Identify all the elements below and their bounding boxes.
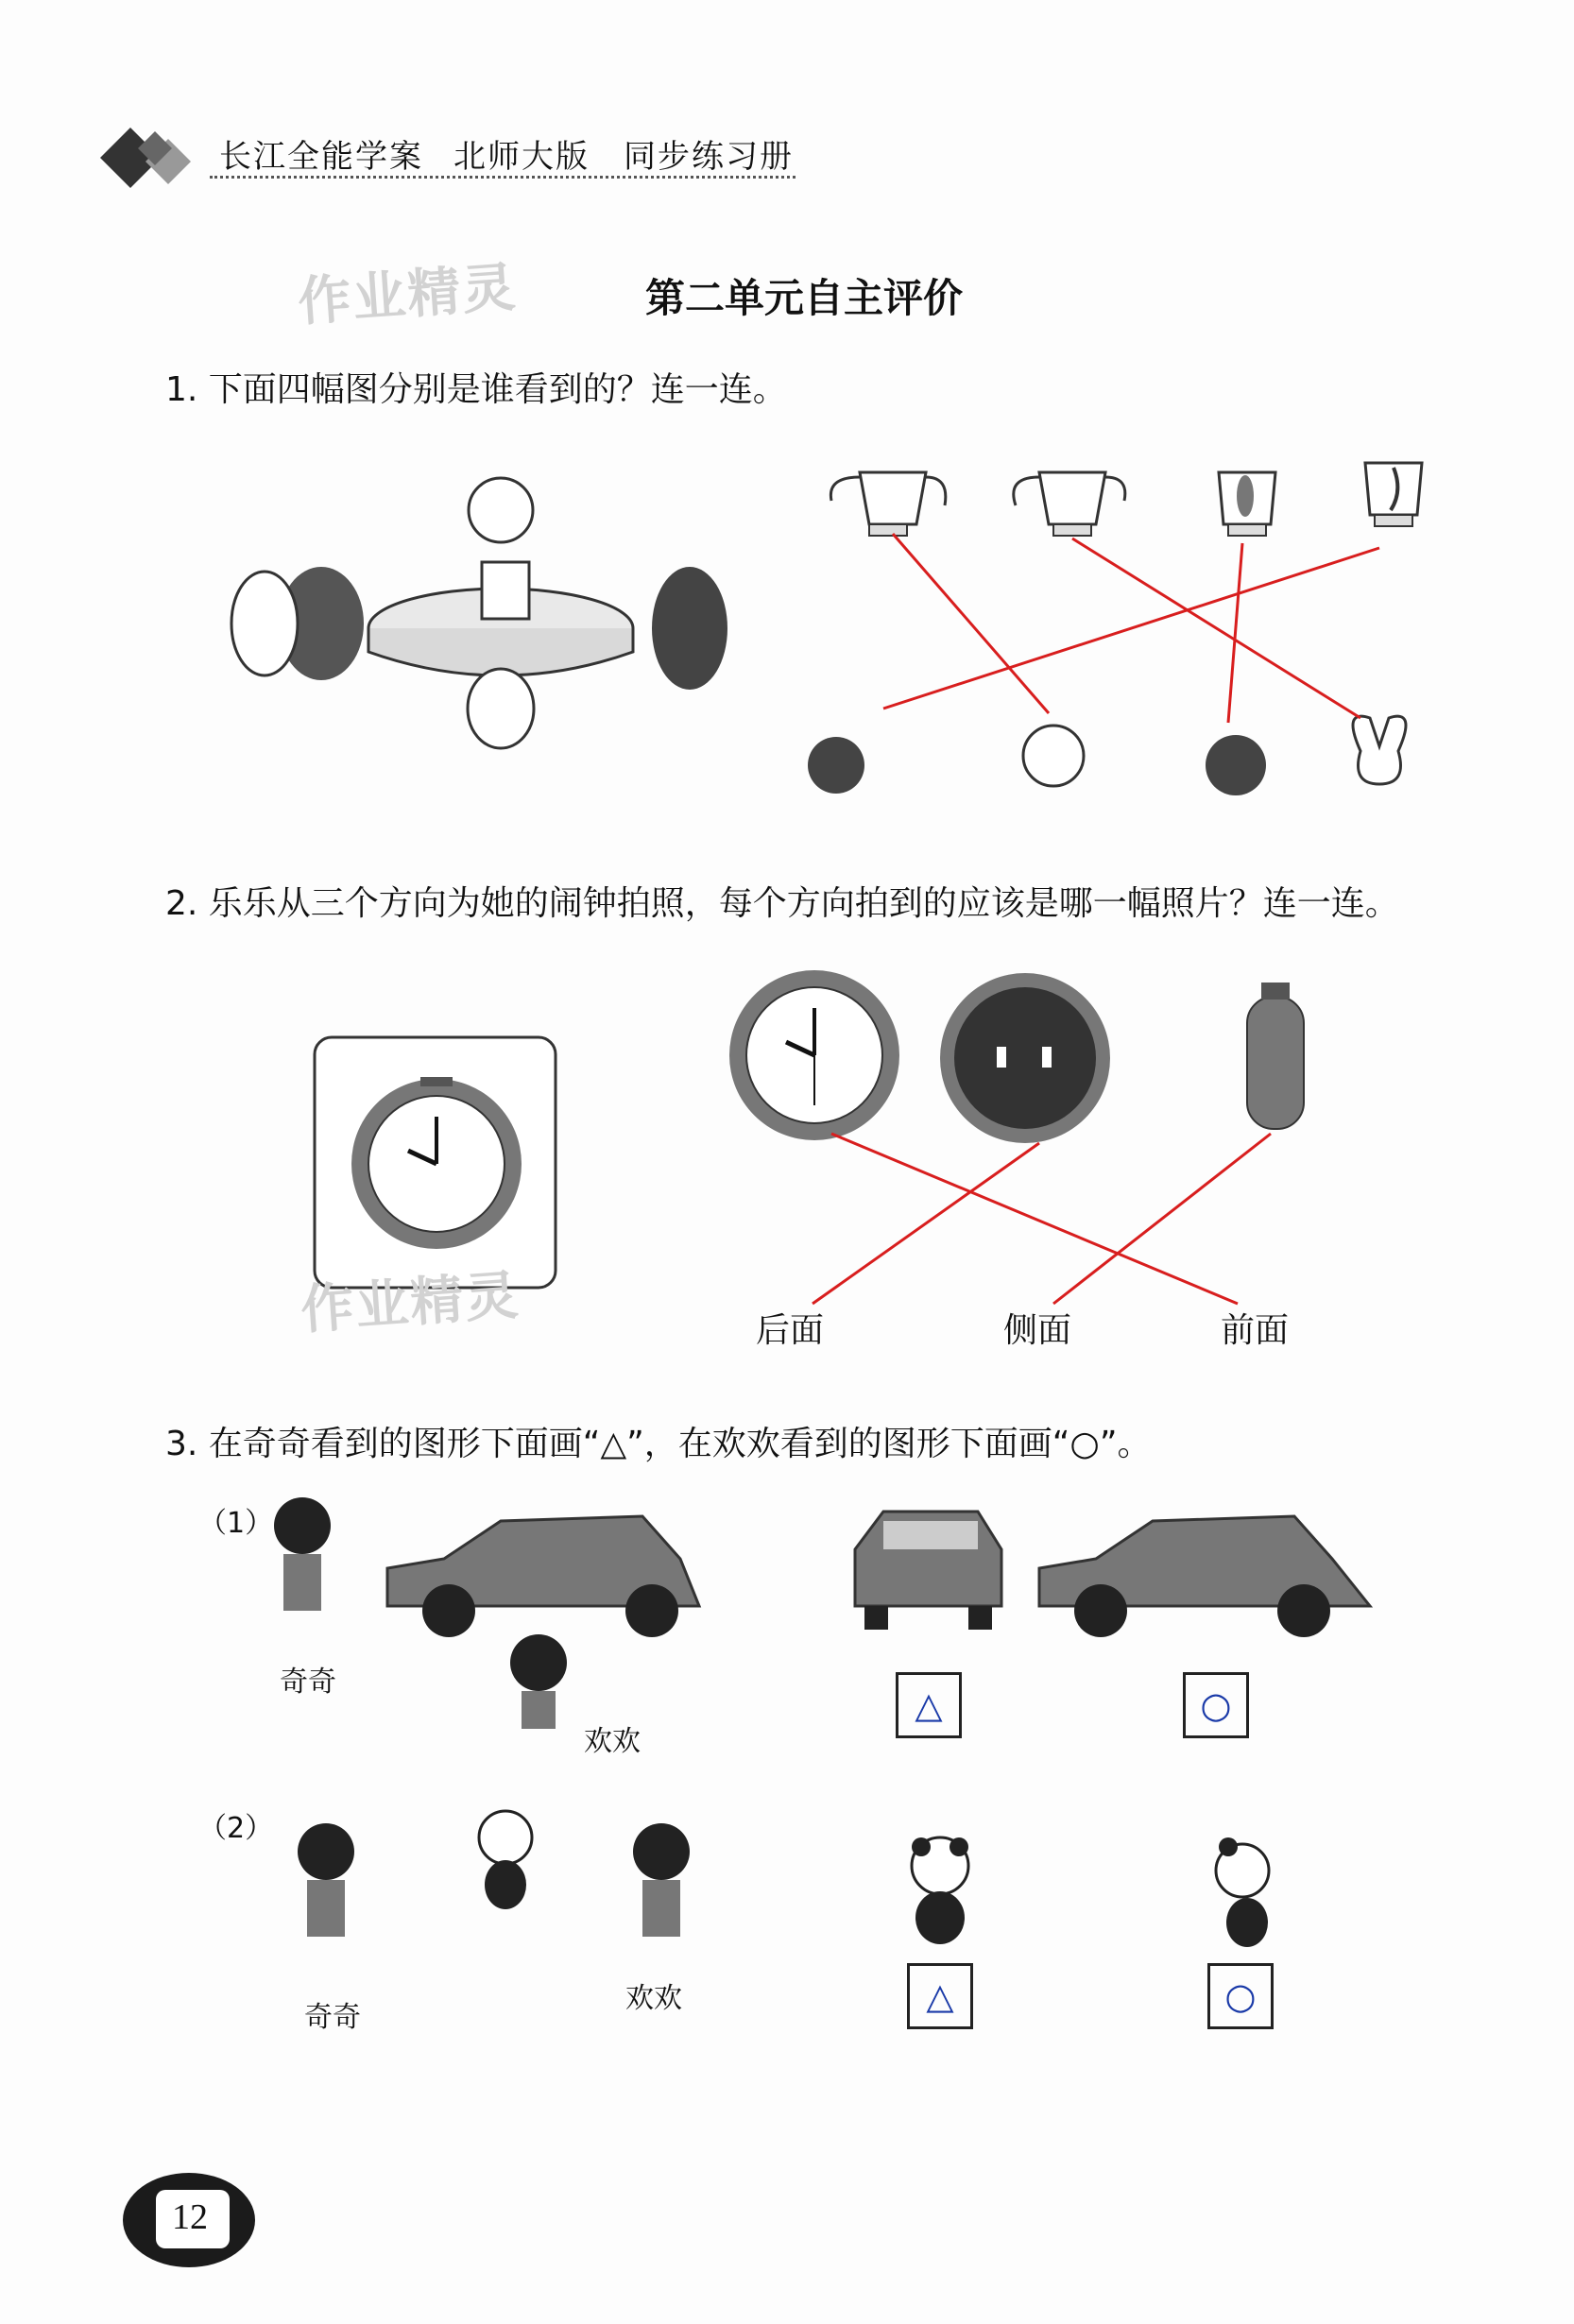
watermark-2: 作业精灵: [299, 1264, 522, 1342]
panda-icon: [479, 1811, 532, 1864]
clock-back-view: [940, 973, 1110, 1143]
q3-part1-number: （1）: [198, 1507, 274, 1540]
animal-heads: [808, 716, 1406, 795]
header-series: 长江全能学案: [219, 138, 423, 176]
answer-triangle-2: △: [926, 1975, 954, 2017]
q3-car-scene: [274, 1497, 699, 1729]
label-front: 前面: [1221, 1311, 1290, 1350]
answer-box-car-side[interactable]: [1183, 1672, 1249, 1738]
huanhuan-figure-2: [633, 1823, 690, 1880]
rabbit-head-icon: [1353, 716, 1406, 784]
dog-head-icon: [1023, 726, 1084, 786]
watermark: 作业精灵: [296, 256, 520, 334]
q3-part1-huanhuan: 欢欢: [584, 1725, 641, 1758]
answer-box-car-front[interactable]: [896, 1672, 962, 1738]
panda-side-view: [1216, 1837, 1269, 1947]
squirrel-head-icon: [808, 737, 864, 794]
page-number: 12: [172, 2197, 208, 2237]
answer-box-panda-front[interactable]: [907, 1963, 973, 2029]
qiqi-figure-2: [298, 1823, 354, 1880]
label-side: 侧面: [1003, 1311, 1072, 1350]
q3-part2-qiqi: 奇奇: [304, 2001, 361, 2034]
q2-answer-lines: [813, 1134, 1271, 1304]
qiqi-figure-1: [274, 1497, 331, 1554]
car-front-view: [855, 1512, 1001, 1630]
car-side-view: [1039, 1516, 1370, 1637]
rabbit-icon: [468, 669, 534, 748]
q3-part1-qiqi: 奇奇: [280, 1666, 336, 1699]
page-title: 第二单元自主评价: [645, 275, 964, 321]
answer-triangle: △: [915, 1684, 943, 1726]
q3-part2-huanhuan: 欢欢: [625, 1982, 682, 2015]
q3-panda-scene: [298, 1811, 690, 1937]
teapot-view-4: [1365, 463, 1422, 526]
label-back: 后面: [756, 1311, 825, 1350]
question-3: 3. 在奇奇看到的图形下面画“△”，在欢欢看到的图形下面画“○”。: [165, 1425, 1152, 1463]
q3-part2-number: （2）: [198, 1812, 274, 1845]
teapot-view-1: [830, 472, 945, 536]
clock-front-view: [729, 970, 899, 1140]
panda-front-view: [912, 1837, 968, 1944]
huanhuan-figure-1: [510, 1634, 567, 1691]
question-2: 2. 乐乐从三个方向为她的闹钟拍照，每个方向拍到的应该是哪一幅照片？连一连。: [165, 884, 1399, 923]
header-book: 同步练习册: [624, 138, 794, 176]
teapot-view-3: [1219, 472, 1275, 536]
monkey-icon: [652, 567, 727, 690]
teapot-views: [830, 463, 1422, 536]
header-edition: 北师大版: [453, 138, 590, 176]
answer-box-panda-side[interactable]: [1207, 1963, 1274, 2029]
clock-side-view: [1247, 983, 1304, 1129]
question-1: 1. 下面四幅图分别是谁看到的？连一连。: [165, 370, 787, 409]
answer-circle-2: ○: [1224, 1975, 1257, 2017]
q1-answer-lines: [883, 534, 1379, 723]
framed-clock: [315, 1037, 556, 1288]
dog-icon: [469, 478, 533, 542]
monkey-head-icon: [1206, 735, 1266, 795]
answer-circle: ○: [1200, 1684, 1232, 1726]
table-scene: [231, 478, 727, 748]
teapot-view-2: [1014, 472, 1125, 536]
teapot-icon: [482, 562, 529, 619]
